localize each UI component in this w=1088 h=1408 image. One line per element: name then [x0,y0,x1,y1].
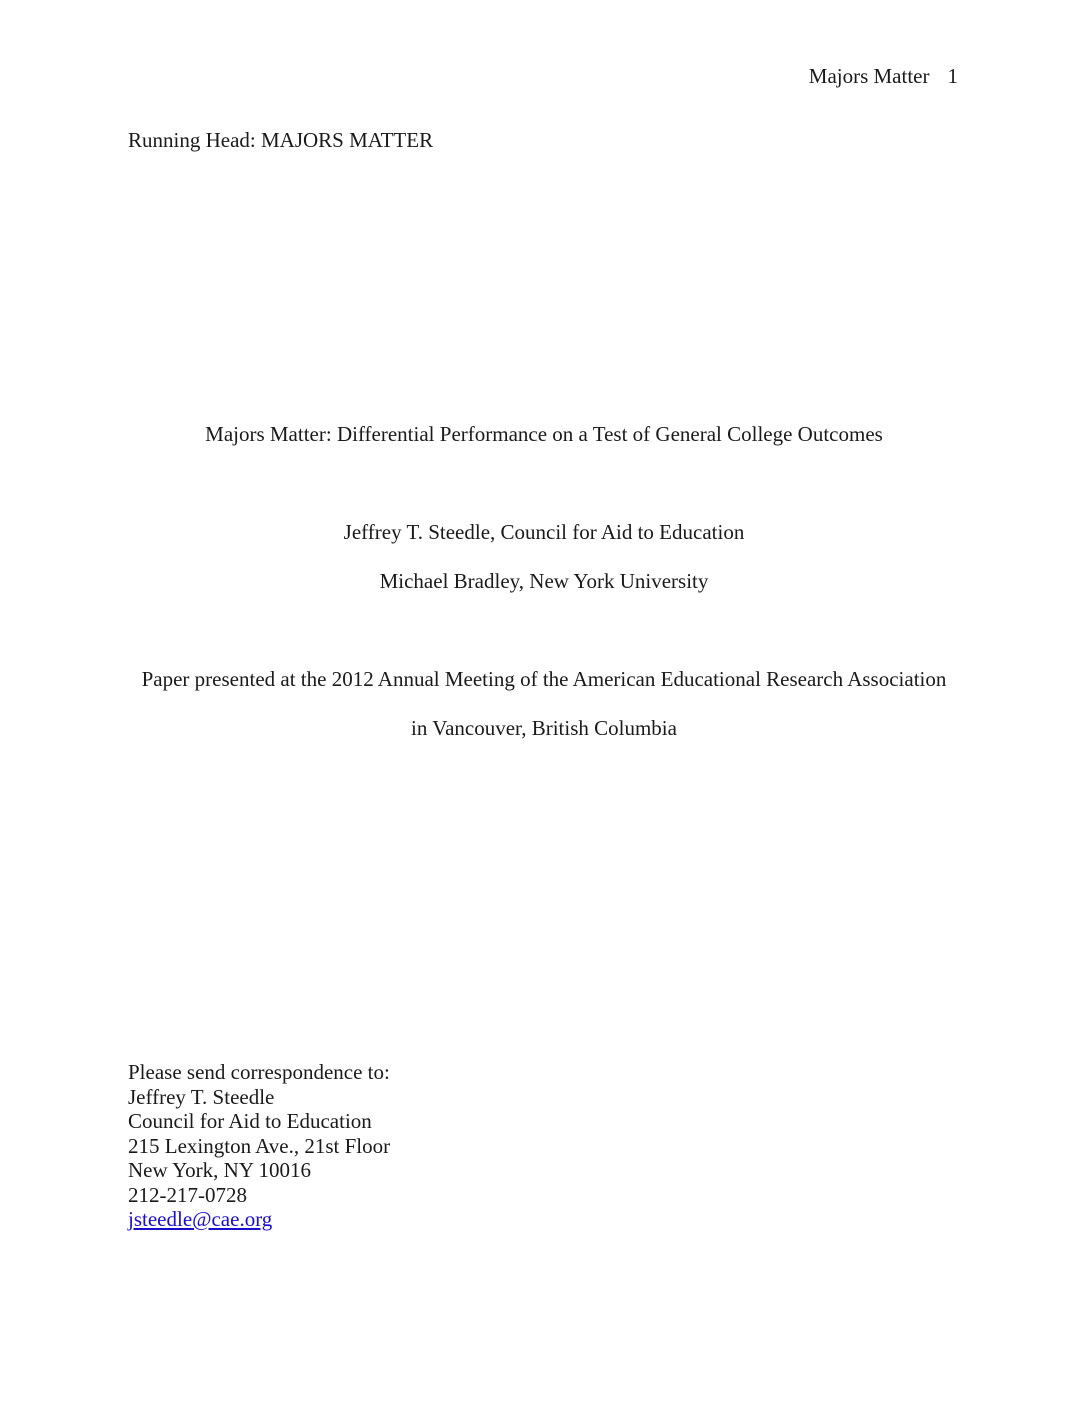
correspondence-city: New York, NY 10016 [128,1158,311,1182]
presentation-line-2: in Vancouver, British Columbia [411,716,677,740]
correspondence-street: 215 Lexington Ave., 21st Floor [128,1133,391,1158]
presentation-line-1: Paper presented at the 2012 Annual Meeting of the American Educational Research Association [141,667,947,691]
running-head: Running Head: MAJORS MATTER [128,128,434,152]
author-line-1: Jeffrey T. Steedle, Council for Aid to Education [343,520,745,544]
correspondence-phone: 212-217-0728 [128,1182,247,1207]
email-link[interactable]: jsteedle@cae.org [128,1207,273,1231]
page-header [809,64,958,89]
page-number: 1 [947,64,958,88]
header-running-title: Majors Matter [808,64,930,88]
correspondence-block [128,1060,390,1232]
correspondence-intro: Please send correspondence to: [128,1060,390,1084]
paper-title: Majors Matter: Differential Performance on a Test of General College Outcomes [205,422,883,446]
author-line-2: Michael Bradley, New York University [379,569,709,593]
correspondence-organization: Council for Aid to Education [128,1109,372,1133]
correspondence-name: Jeffrey T. Steedle [128,1084,275,1109]
